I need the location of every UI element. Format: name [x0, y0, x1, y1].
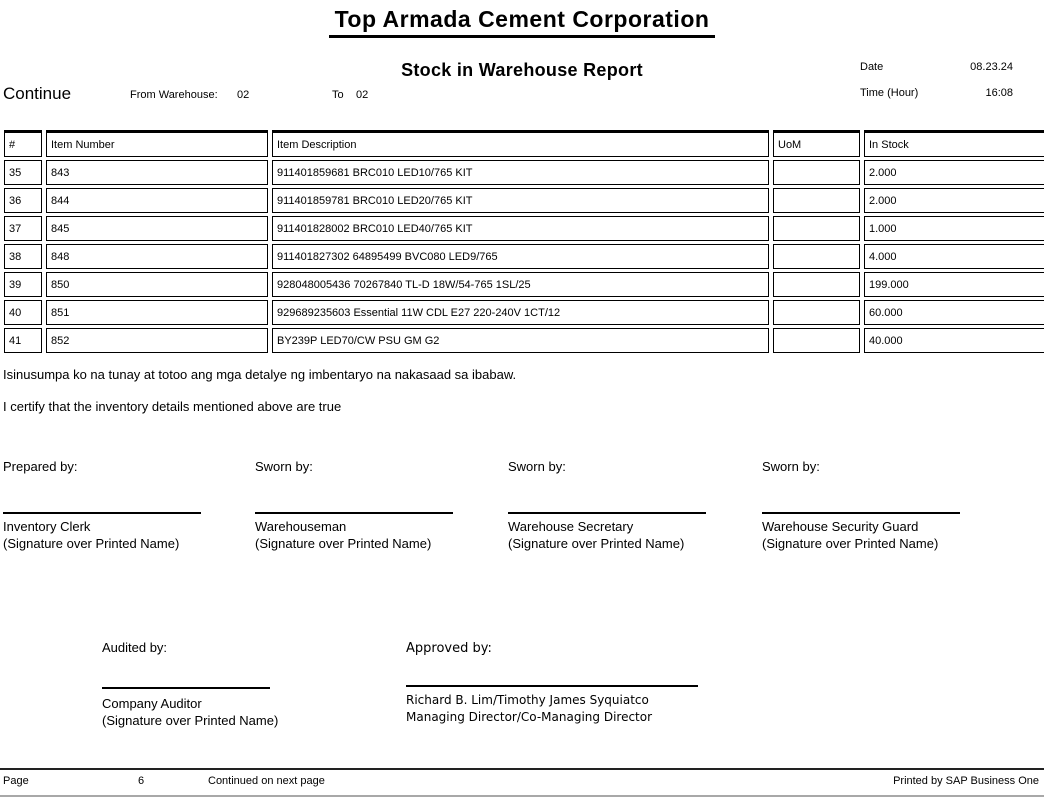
signature-note: (Signature over Printed Name): [508, 536, 685, 551]
signature-heading: Sworn by:: [508, 459, 566, 474]
cell-in-stock: 199.000: [864, 272, 1044, 297]
cell-row-number: 36: [4, 188, 42, 213]
continue-row: [0, 84, 1044, 106]
signature-heading: Approved by:: [406, 641, 492, 656]
signature-heading: Prepared by:: [3, 459, 78, 474]
certification-english: I certify that the inventory details mentioned above are true: [3, 399, 342, 414]
cell-uom: [773, 300, 860, 325]
signature-note: (Signature over Printed Name): [3, 536, 180, 551]
approved-name: Richard B. Lim/Timothy James Syquiatco: [406, 693, 649, 707]
table-row: [4, 244, 1044, 269]
date-label: Date: [860, 61, 884, 73]
cell-uom: [773, 272, 860, 297]
page-label: Page: [3, 775, 29, 787]
cell-in-stock: 60.000: [864, 300, 1044, 325]
table-row: [4, 272, 1044, 297]
cell-item-number: 848: [46, 244, 268, 269]
signature-heading: Sworn by:: [762, 459, 820, 474]
page-bottom-edge: [0, 795, 1044, 797]
page-number: 6: [138, 775, 145, 787]
signature-line: [255, 512, 453, 514]
cell-in-stock: 40.000: [864, 328, 1044, 353]
footer: [0, 775, 1044, 791]
cell-description: 911401859781 BRC010 LED20/765 KIT: [272, 188, 769, 213]
signature-note: (Signature over Printed Name): [255, 536, 432, 551]
signature-note: (Signature over Printed Name): [762, 536, 939, 551]
signature-row: [0, 459, 1044, 559]
footer-rule: [0, 768, 1044, 770]
date-value: 08.23.24: [970, 61, 1013, 73]
signature-title: Company Auditor: [102, 696, 202, 711]
cell-in-stock: 2.000: [864, 188, 1044, 213]
table-row: [4, 188, 1044, 213]
cell-uom: [773, 328, 860, 353]
cell-row-number: 35: [4, 160, 42, 185]
cell-in-stock: 1.000: [864, 216, 1044, 241]
from-warehouse-label: From Warehouse:: [130, 89, 218, 101]
cell-row-number: 40: [4, 300, 42, 325]
cell-uom: [773, 188, 860, 213]
cell-description: 911401827302 64895499 BVC080 LED9/765: [272, 244, 769, 269]
certification-tagalog: Isinusumpa ko na tunay at totoo ang mga detalye ng imbentaryo na nakasaad sa ibabaw.: [3, 367, 517, 382]
signature-line: [762, 512, 960, 514]
cell-description: 911401859681 BRC010 LED10/765 KIT: [272, 160, 769, 185]
signature-heading: Sworn by:: [255, 459, 313, 474]
header-cell-description: Item Description: [272, 130, 769, 157]
table-row: [4, 328, 1044, 353]
signature-line: [102, 687, 270, 689]
to-value: 02: [356, 89, 369, 101]
cell-uom: [773, 244, 860, 269]
time-label: Time (Hour): [860, 87, 919, 99]
cell-description: BY239P LED70/CW PSU GM G2: [272, 328, 769, 353]
header-cell-item-number: Item Number: [46, 130, 268, 157]
signature-note: (Signature over Printed Name): [102, 713, 279, 728]
cell-in-stock: 4.000: [864, 244, 1044, 269]
signature-line: [406, 685, 698, 687]
continue-label: Continue: [3, 84, 72, 103]
cell-row-number: 41: [4, 328, 42, 353]
signature-title: Warehouseman: [255, 519, 347, 534]
cell-description: 911401828002 BRC010 LED40/765 KIT: [272, 216, 769, 241]
header-cell-in-stock: In Stock: [864, 130, 1044, 157]
cell-description: 929689235603 Essential 11W CDL E27 220-240V 1CT/12: [272, 300, 769, 325]
table-row: [4, 216, 1044, 241]
continued-text: Continued on next page: [208, 775, 325, 787]
signature-heading: Audited by:: [102, 640, 168, 655]
signature-title: Warehouse Secretary: [508, 519, 634, 534]
cell-item-number: 844: [46, 188, 268, 213]
signature-title: Inventory Clerk: [3, 519, 91, 534]
stock-table: [0, 127, 1044, 356]
table-header-row: [4, 130, 1044, 157]
header-cell-number: #: [4, 130, 42, 157]
cell-row-number: 37: [4, 216, 42, 241]
signature-line: [3, 512, 201, 514]
cell-row-number: 38: [4, 244, 42, 269]
time-value: 16:08: [985, 87, 1013, 99]
cell-uom: [773, 216, 860, 241]
cell-item-number: 850: [46, 272, 268, 297]
header-cell-uom: UoM: [773, 130, 860, 157]
approved-title: Managing Director/Co-Managing Director: [406, 710, 653, 724]
signature-title: Warehouse Security Guard: [762, 519, 919, 534]
report-title: Stock in Warehouse Report: [401, 60, 643, 80]
to-label: To: [332, 89, 344, 101]
cell-description: 928048005436 70267840 TL-D 18W/54-765 1SL/25: [272, 272, 769, 297]
cell-in-stock: 2.000: [864, 160, 1044, 185]
from-warehouse-value: 02: [237, 89, 250, 101]
table-row: [4, 300, 1044, 325]
cell-item-number: 843: [46, 160, 268, 185]
printed-by: Printed by SAP Business One: [893, 775, 1039, 787]
cell-item-number: 851: [46, 300, 268, 325]
signature-line: [508, 512, 706, 514]
table-row: [4, 160, 1044, 185]
cell-row-number: 39: [4, 272, 42, 297]
company-title: Top Armada Cement Corporation: [0, 6, 1044, 38]
cell-item-number: 845: [46, 216, 268, 241]
cell-uom: [773, 160, 860, 185]
cell-item-number: 852: [46, 328, 268, 353]
